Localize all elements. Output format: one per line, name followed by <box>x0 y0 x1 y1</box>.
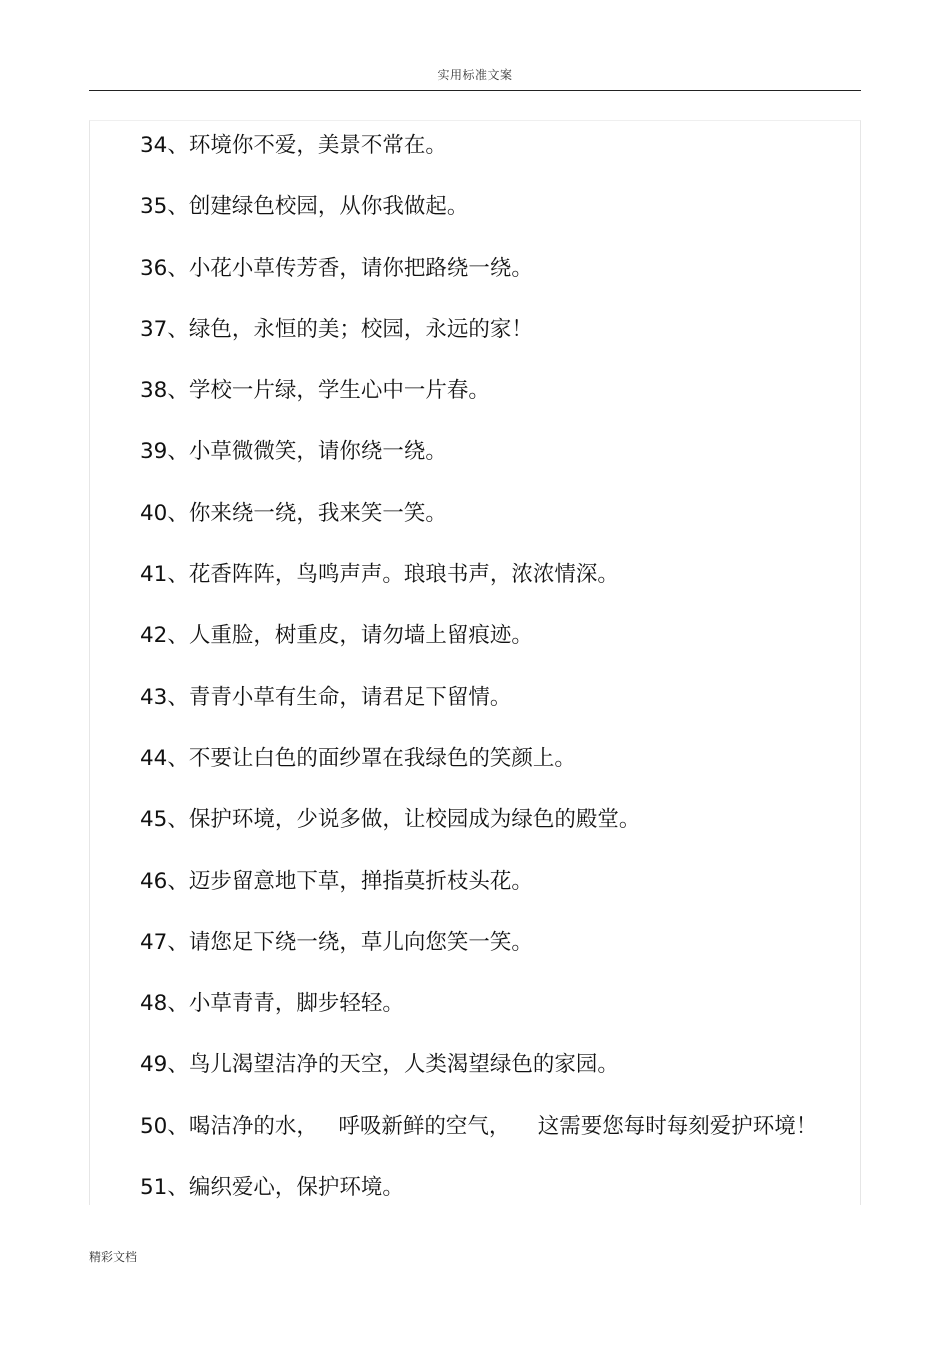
slogan-item: 47、请您足下绕一绕，草儿向您笑一笑。 <box>140 929 533 955</box>
slogan-item: 45、保护环境，少说多做，让校园成为绿色的殿堂。 <box>140 807 641 833</box>
slogan-item: 42、人重脸，树重皮，请勿墙上留痕迹。 <box>140 623 533 649</box>
slogan-item: 39、小草微微笑，请你绕一绕。 <box>140 439 447 465</box>
slogan-item: 36、小花小草传芳香，请你把路绕一绕。 <box>140 255 533 281</box>
slogan-item: 34、环境你不爱，美景不常在。 <box>140 133 447 158</box>
slogan-item: 46、迈步留意地下草，掸指莫折枝头花。 <box>140 868 533 894</box>
slogan-item: 51、编织爱心，保护环境。 <box>140 1175 404 1201</box>
slogan-item: 49、鸟儿渴望洁净的天空，人类渴望绿色的家园。 <box>140 1052 619 1078</box>
slogan-list <box>140 129 817 1232</box>
slogan-item: 37、绿色，永恒的美；校园，永远的家！ <box>140 316 533 342</box>
slogan-item: 38、学校一片绿，学生心中一片春。 <box>140 378 490 404</box>
slogan-item: 50、喝洁净的水， 呼吸新鲜的空气， 这需要您每时每刻爱护环境！ <box>140 1113 818 1139</box>
slogan-item: 35、创建绿色校园，从你我做起。 <box>140 194 469 220</box>
slogan-item: 44、不要让白色的面纱罩在我绿色的笑颜上。 <box>140 745 576 771</box>
slogan-item: 43、青青小草有生命，请君足下留情。 <box>140 684 512 710</box>
page-header: 实用标准文案 <box>437 68 513 82</box>
slogan-item: 40、你来绕一绕，我来笑一笑。 <box>140 500 447 526</box>
slogan-item: 41、花香阵阵，鸟鸣声声。琅琅书声，浓浓情深。 <box>140 562 619 588</box>
slogan-item: 48、小草青青，脚步轻轻。 <box>140 991 404 1017</box>
page-footer: 精彩文档 <box>89 1250 138 1264</box>
header-divider <box>89 90 861 91</box>
